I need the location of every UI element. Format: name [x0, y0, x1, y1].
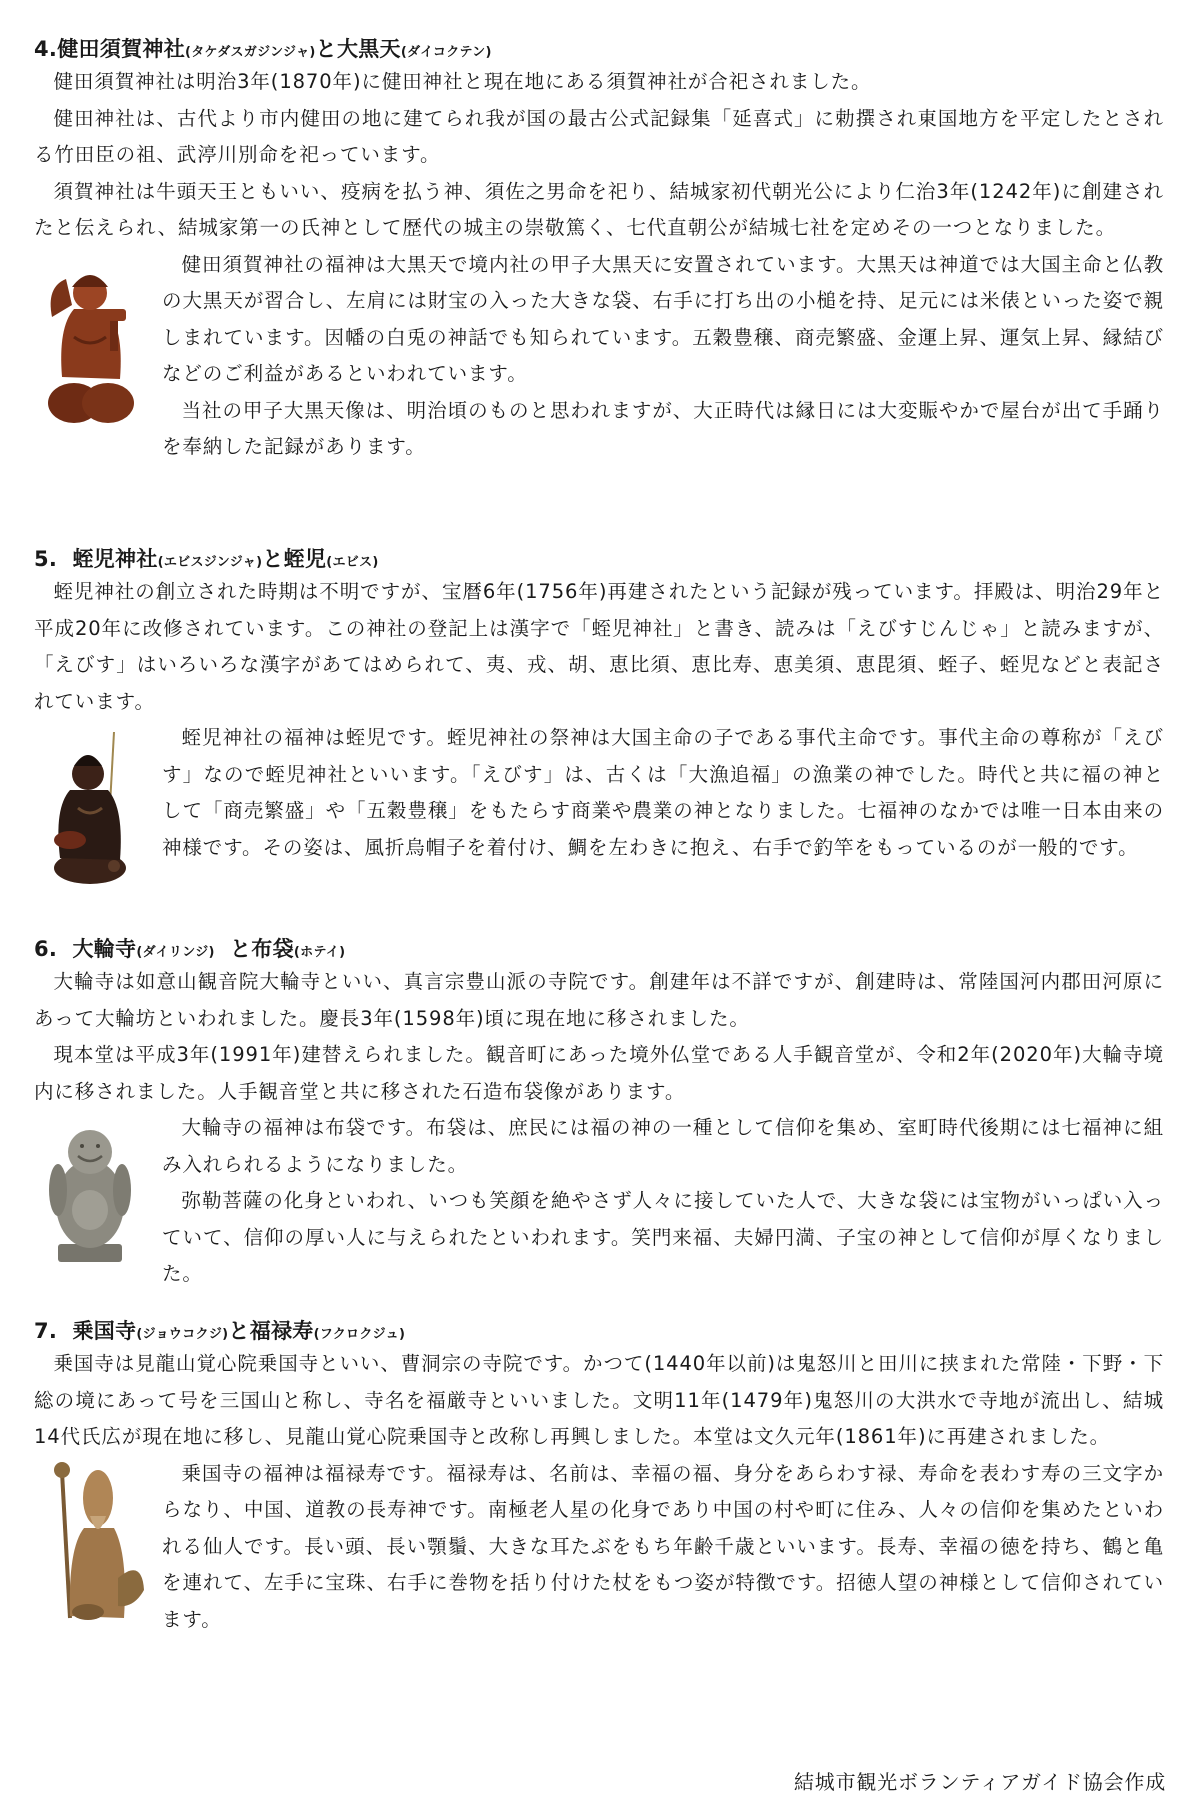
- deity-text: [162, 720, 1164, 866]
- intro-paragraph: 現本堂は平成3年(1991年)建替えられました。観音町にあった境外仏堂である人手観音堂が、令和2年(2020年)大輪寺境内に移されました。人手観音堂と共に移された石造布袋像があります。: [34, 1043, 1164, 1103]
- section-4: [34, 34, 1164, 466]
- heading-number: 4.: [34, 37, 58, 61]
- heading-shrine: 大輪寺: [72, 937, 137, 961]
- heading-deity: 布袋: [251, 937, 294, 961]
- heading-shrine-reading: (エビスジンジャ): [157, 555, 263, 570]
- heading-shrine-reading: (ダイリンジ): [136, 945, 215, 960]
- heading-connector: と: [222, 937, 252, 961]
- intro-paragraph: 健田神社は、古代より市内健田の地に建てられ我が国の最古公式記録集「延喜式」に勅撰され東国地方を平定したとされる竹田臣の祖、武渟川別命を祀っています。: [34, 106, 1164, 166]
- deity-paragraph: 蛭児神社の福神は蛭児です。蛭児神社の祭神は大国主命の子である事代主命です。事代主命の尊称が「えびす」なので蛭児神社といいます。「えびす」は、古くは「大漁追福」の漁業の神でした。時代と共に福の神として「商売繁盛」や「五穀豊穣」をもたらす商業や農業の神となりました。七福神のなかでは唯一日本由来の神様です。その姿は、風折烏帽子を着付け、鯛を左わきに抱え、右手で釣竿をもっているのが一般的です。: [162, 726, 1164, 859]
- deity-paragraph: 弥勒菩薩の化身といわれ、いつも笑顔を絶やさず人々に接していた人で、大きな袋には宝物がいっぱい入っていて、信仰の厚い人に与えられたといわれます。笑門来福、夫婦円満、子宝の神として信仰が厚くなりました。: [162, 1189, 1164, 1285]
- deity-block: [34, 1456, 1164, 1639]
- heading-deity-reading: (フクロクジュ): [313, 1327, 406, 1342]
- heading-connector: と: [228, 1319, 250, 1343]
- intro-paragraph: 乗国寺は見龍山覚心院乗国寺といい、曹洞宗の寺院です。かつて(1440年以前)は鬼怒川と田川に挟まれた常陸・下野・下総の境にあって号を三国山と称し、寺名を福厳寺といいました。文明11年(1479年)鬼怒川の大洪水で寺地が流出し、結城14代氏広が現在地に移し、見龍山覚心院乗国寺と改称し再興しました。本堂は文久元年(1861年)に再建されました。: [34, 1352, 1164, 1448]
- heading-shrine-reading: (タケダスガジンジャ): [185, 45, 316, 60]
- section-7: [34, 1316, 1164, 1638]
- deity-text: [162, 247, 1164, 466]
- deity-block: [34, 247, 1164, 466]
- intro-paragraph: 蛭児神社の創立された時期は不明ですが、宝暦6年(1756年)再建されたという記録が残っています。拝殿は、明治29年と平成20年に改修されています。この神社の登記上は漢字で「蛭児神社」と書き、読みは「えびすじんじゃ」と読みますが、「えびす」はいろいろな漢字があてはめられて、夷、戎、胡、恵比須、恵比寿、恵美須、恵毘須、蛭子、蛭児などと表記されています。: [34, 580, 1164, 713]
- heading-shrine: 蛭児神社: [72, 547, 158, 571]
- deity-text: [162, 1456, 1164, 1639]
- heading-shrine: 健田須賀神社: [57, 37, 186, 61]
- section-heading: [34, 934, 1164, 964]
- heading-number: 5.: [34, 547, 58, 571]
- hotei-statue-image: [44, 1116, 136, 1266]
- heading-deity-reading: (ホテイ): [293, 945, 346, 960]
- intro-paragraph: 健田須賀神社は明治3年(1870年)に健田神社と現在地にある須賀神社が合祀されました。: [53, 70, 872, 93]
- credit-line: 結城市観光ボランティアガイド協会作成: [794, 1770, 1166, 1794]
- intro-paragraph: 大輪寺は如意山観音院大輪寺といい、真言宗豊山派の寺院です。創建年は不詳ですが、創建時は、常陸国河内郡田河原にあって大輪坊といわれました。慶長3年(1598年)頃に現在地に移されました。: [34, 970, 1164, 1030]
- heading-deity-reading: (エビス): [326, 555, 379, 570]
- heading-number: 6.: [34, 937, 58, 961]
- section-heading: [34, 1316, 1164, 1346]
- section-heading: [34, 34, 1164, 64]
- deity-block: [34, 1110, 1164, 1293]
- deity-text: [162, 1110, 1164, 1293]
- deity-paragraph: 乗国寺の福神は福禄寿です。福禄寿は、名前は、幸福の福、身分をあらわす禄、寿命を表わす寿の三文字からなり、中国、道教の長寿神です。南極老人星の化身であり中国の村や町に住み、人々の信仰を集めたといわれる仙人です。長い頭、長い顎鬚、大きな耳たぶをもち年齢千歳といいます。長寿、幸福の徳を持ち、鶴と亀を連れて、左手に宝珠、右手に巻物を括り付けた杖をもつ姿が特徴です。招徳人望の神様として信仰されています。: [162, 1461, 1164, 1631]
- deity-block: [34, 720, 1164, 866]
- heading-connector: と: [315, 37, 337, 61]
- heading-deity: 蛭児: [283, 547, 327, 571]
- heading-shrine-reading: (ジョウコクジ): [136, 1327, 229, 1342]
- deity-paragraph: 健田須賀神社の福神は大黒天で境内社の甲子大黒天に安置されています。大黒天は神道では大国主命と仏教の大黒天が習合し、左肩には財宝の入った大きな袋、右手に打ち出の小槌を持、足元には米俵といった姿で親しまれています。因幡の白兎の神話でも知られています。五穀豊穣、商売繁盛、金運上昇、運気上昇、縁結びなどのご利益があるといわれています。: [162, 252, 1164, 385]
- heading-connector: と: [262, 547, 284, 571]
- fukurokuju-statue-image: [44, 1458, 148, 1624]
- heading-deity-reading: (ダイコクテン): [400, 45, 492, 60]
- section-5: [34, 544, 1164, 866]
- heading-deity: 福禄寿: [249, 1319, 314, 1343]
- heading-shrine: 乗国寺: [72, 1319, 137, 1343]
- section-heading: [34, 544, 1164, 574]
- section-6: [34, 934, 1164, 1293]
- heading-deity: 大黒天: [336, 37, 401, 61]
- deity-paragraph: 大輪寺の福神は布袋です。布袋は、庶民には福の神の一種として信仰を集め、室町時代後期には七福神に組み入れられるようになりました。: [162, 1116, 1164, 1176]
- deity-paragraph: 当社の甲子大黒天像は、明治頃のものと思われますが、大正時代は縁日には大変賑やかで屋台が出て手踊りを奉納した記録があります。: [162, 398, 1164, 458]
- intro-paragraph: 須賀神社は牛頭天王ともいい、疫病を払う神、須佐之男命を祀り、結城家初代朝光公により仁治3年(1242年)に創建されたと伝えられ、結城家第一の氏神として歴代の城主の崇敬篤く、七代直朝公が結城七社を定めその一つとなりました。: [34, 179, 1164, 239]
- heading-number: 7.: [34, 1319, 58, 1343]
- daikokuten-statue-image: [44, 257, 136, 425]
- ebisu-statue-image: [44, 728, 136, 888]
